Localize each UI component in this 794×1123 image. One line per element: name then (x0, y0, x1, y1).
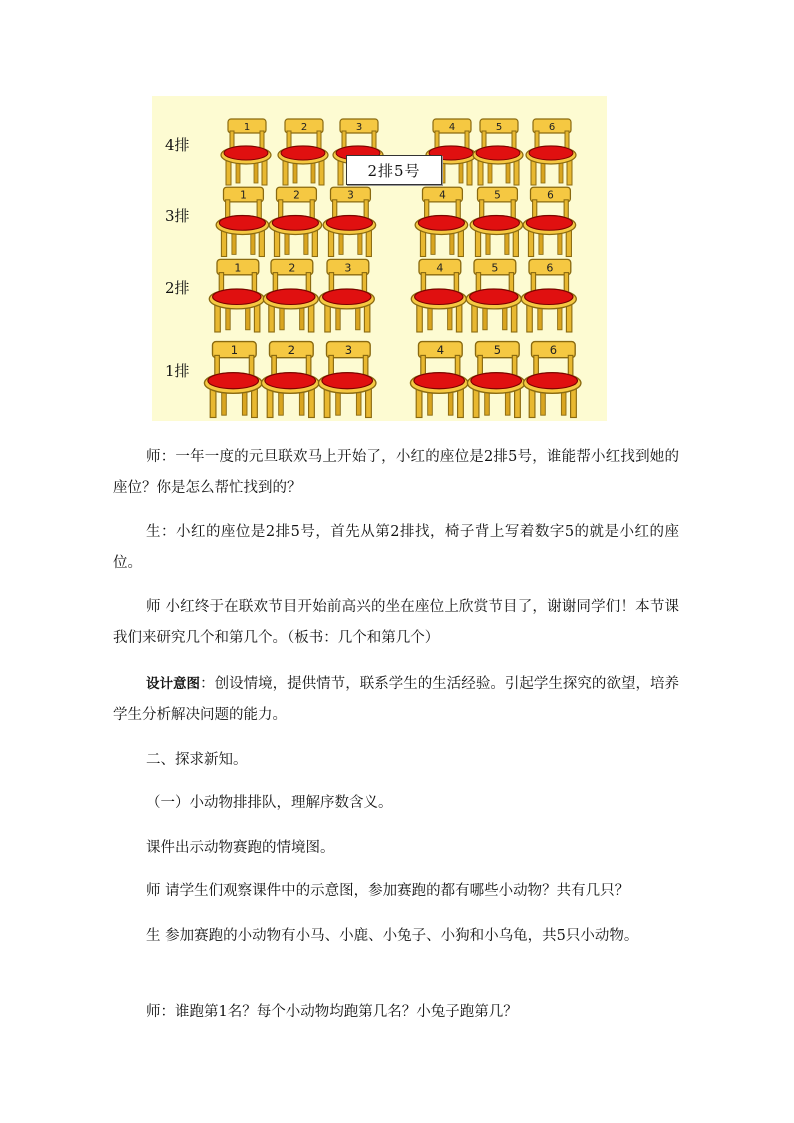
chair-number: 1 (240, 189, 247, 202)
chair-number: 6 (547, 189, 554, 202)
chair-number: 3 (347, 189, 354, 202)
chair-number: 3 (344, 261, 352, 275)
chair-number: 5 (494, 189, 501, 202)
chair-row2-seat6 (518, 255, 580, 334)
chair-row2-seat3 (316, 255, 378, 334)
design-intent-text: ：创设情境，提供情节，联系学生的生活经验。引起学生探究的欲望，培养学生分析解决问题的能力。 (113, 676, 680, 723)
row-label-3: 3排 (165, 207, 190, 225)
chair-number: 6 (549, 343, 558, 358)
paragraph-teacher-question: 师 请学生们观察课件中的示意图，参加赛跑的都有哪些小动物？共有几只？ (146, 883, 630, 899)
chair-number: 1 (234, 261, 242, 275)
section-heading-explore: 二、探求新知。 (146, 752, 248, 768)
seat-sign: 2排5号 (346, 155, 442, 185)
chair-number: 1 (230, 343, 239, 358)
chair-row1-seat5 (464, 337, 528, 420)
paragraph-courseware: 课件出示动物赛跑的情境图。 (146, 840, 335, 856)
chair-row1-seat3 (315, 337, 379, 420)
paragraph-design-intent (113, 669, 679, 731)
chair-row3-seat2 (266, 183, 325, 259)
paragraph-student-answer: 生：小红的座位是2排5号，首先从第2排找，椅子背上写着数字5的就是小红的座位。 (113, 524, 679, 571)
chair-row4-seat2 (275, 115, 331, 187)
chair-row1-seat4 (407, 337, 471, 420)
chair-number: 6 (548, 122, 556, 133)
chair-row2-seat1 (206, 255, 268, 334)
chair-row4-seat5 (470, 115, 526, 187)
chair-row3-seat4 (412, 183, 471, 259)
chair-number: 3 (355, 122, 363, 133)
design-intent-label: 设计意图 (146, 676, 201, 692)
chair-row3-seat5 (467, 183, 526, 259)
chair-number: 6 (546, 261, 554, 275)
chair-number: 2 (287, 343, 296, 358)
paragraph-teacher-ranking: 师：谁跑第1名？每个小动物均跑第几名？小兔子跑第几？ (146, 1004, 518, 1020)
chair-row4-seat1 (218, 115, 274, 187)
paragraph-student-animals: 生 参加赛跑的小动物有小马、小鹿、小兔子、小狗和小乌龟，共5只小动物。 (146, 928, 639, 944)
chair-row1-seat2 (258, 337, 322, 420)
chair-row4-seat6 (523, 115, 579, 187)
paragraph-teacher-summary: 师 小红终于在联欢节目开始前高兴的坐在座位上欣赏节目了，谢谢同学们！本节课我们来研究几个和第几个。（板书：几个和第几个） (113, 599, 679, 646)
chair-number: 1 (243, 122, 251, 133)
chair-number: 4 (436, 343, 445, 358)
chair-number: 2 (300, 122, 308, 133)
chair-row3-seat1 (213, 183, 272, 259)
chair-number: 3 (344, 343, 353, 358)
chair-number: 5 (491, 261, 499, 275)
row-label-1: 1排 (165, 362, 190, 380)
row-label-2: 2排 (165, 279, 190, 297)
chair-number: 4 (448, 122, 456, 133)
chair-number: 2 (293, 189, 300, 202)
chair-row2-seat5 (463, 255, 525, 334)
chair-number: 5 (493, 343, 502, 358)
chair-row1-seat1 (201, 337, 265, 420)
chair-row3-seat6 (520, 183, 579, 259)
chair-number: 4 (436, 261, 444, 275)
chair-row2-seat2 (260, 255, 322, 334)
chair-number: 5 (495, 122, 503, 133)
chair-number: 4 (439, 189, 446, 202)
chair-row2-seat4 (408, 255, 470, 334)
chair-number: 2 (288, 261, 296, 275)
subsection-heading-ordinal: （一）小动物排排队，理解序数含义。 (146, 795, 393, 811)
chair-row1-seat6 (520, 337, 584, 420)
paragraph-teacher-intro: 师：一年一度的元旦联欢马上开始了，小红的座位是2排5号，谁能帮小红找到她的座位？你是怎么帮忙找到的？ (113, 449, 679, 496)
row-label-4: 4排 (165, 136, 190, 154)
chair-row3-seat3 (320, 183, 379, 259)
